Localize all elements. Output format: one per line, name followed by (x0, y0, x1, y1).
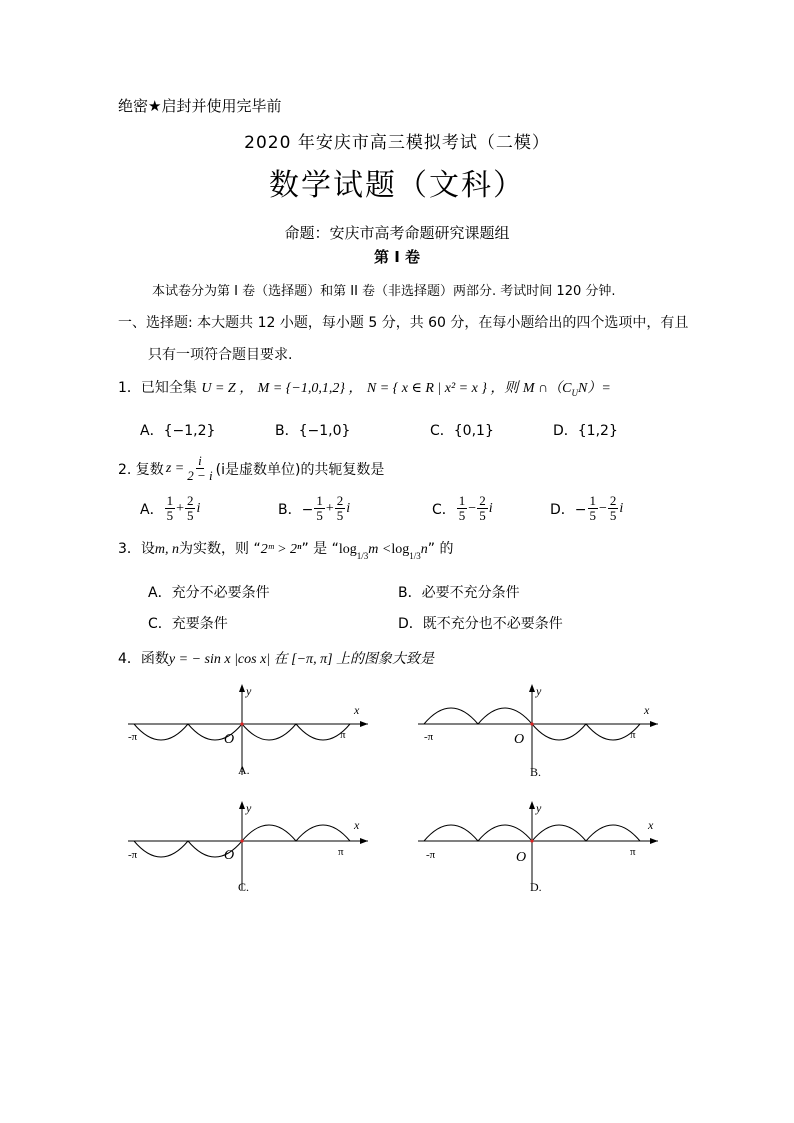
graph-d-label: D. (530, 880, 542, 894)
q1-option-b: B．{−1,0} (275, 423, 351, 439)
q2-number: 2. 复数 (118, 461, 164, 478)
q1-option-a: A．{−1,2} (140, 423, 216, 439)
svg-text:y: y (536, 684, 542, 698)
section-heading-line1: 一、选择题: 本大题共 12 小题，每小题 5 分，共 60 分，在每小题给出的四个选项中，有且 (118, 315, 689, 331)
q2-tail: 的共轭复数是 (300, 461, 385, 478)
q1-text: 已知全集 (140, 380, 197, 396)
svg-text:y: y (246, 684, 252, 698)
q2-z: z = (165, 460, 185, 476)
svg-text:O: O (224, 732, 235, 747)
q1-expression: M ∩（C (522, 381, 572, 396)
q3-option-c: C．充要条件 (148, 616, 228, 632)
svg-text:-π: -π (424, 731, 434, 743)
q3-condition-1: 2ᵐ > 2ⁿ (260, 542, 302, 557)
svg-text:x: x (354, 703, 360, 717)
q3-option-b: B．必要不充分条件 (398, 585, 520, 601)
svg-text:O: O (514, 732, 525, 747)
q2-option-a: A． $\frac{1}{5}$ + $\frac{2}{5}$ i (140, 493, 201, 523)
svg-text:x: x (354, 818, 360, 832)
svg-text:O: O (516, 850, 527, 865)
q4-function: y = − sin x |cos x| 在 [−π, π] 上的图象大致是 (168, 652, 435, 667)
q1-option-c: C．{0,1} (430, 423, 494, 439)
svg-text:y: y (536, 801, 542, 815)
q3-option-a: A．充分不必要条件 (148, 585, 270, 601)
graph-c (120, 795, 380, 895)
page-title: 数学试题（文科） (269, 168, 525, 203)
q1-set-m: M = {−1,0,1,2} ， (257, 381, 363, 396)
svg-text:-π: -π (426, 849, 436, 861)
q2-option-b: B．− $\frac{1}{5}$ + $\frac{2}{5}$ i (278, 493, 351, 523)
question-2 (118, 454, 384, 483)
author-line: 命题：安庆市高考命题研究课题组 (284, 224, 510, 242)
q3-option-d: D．既不充分也不必要条件 (398, 616, 563, 632)
svg-text:π: π (630, 729, 636, 741)
q2-fraction: $\frac{i}{2 - i}$ (187, 453, 213, 483)
q1-option-d: D．{1,2} (553, 423, 618, 439)
q1-set-u: U = Z ， (201, 381, 254, 396)
svg-text:π: π (340, 729, 346, 741)
confidential-note: 绝密★启封并使用完毕前 (118, 97, 282, 115)
q1-number: 1． (118, 380, 141, 396)
q2-option-d: D．− $\frac{1}{5}$ − $\frac{2}{5}$ i (550, 493, 624, 523)
svg-text:y: y (246, 801, 252, 815)
intro-text: 本试卷分为第 I 卷（选择题）和第 II 卷（非选择题）两部分. 考试时间 120 分钟. (152, 284, 616, 299)
svg-text:O: O (224, 848, 235, 863)
q1-subscript: U (571, 387, 579, 398)
volume-title: 第 I 卷 (373, 248, 421, 266)
q3-vars: m, n (154, 542, 180, 557)
question-4: 4．函数y = − sin x |cos x| 在 [−π, π] 上的图象大致是 (118, 651, 435, 667)
graph-b-label: B. (530, 765, 542, 779)
q2-option-c: C． $\frac{1}{5}$ − $\frac{2}{5}$ i (432, 493, 493, 523)
graph-a (120, 680, 380, 780)
q2-paren: (i是虚数单位) (215, 461, 301, 478)
q1-set-n: N = { x ∈ R | x² = x } ，则 (366, 381, 519, 396)
svg-text:-π: -π (128, 849, 138, 861)
graph-a-label: A. (238, 763, 250, 777)
svg-text:π: π (338, 846, 344, 858)
question-1 (118, 377, 611, 398)
section-heading-line2: 只有一项符合题目要求. (148, 347, 293, 363)
svg-text:x: x (648, 818, 654, 832)
graph-c-label: C. (238, 880, 250, 894)
question-3: 3．设m, n为实数，则 “2ᵐ > 2ⁿ” 是 “$\log_{1/3}m <\log_{1/3}n$” 的 (118, 541, 454, 561)
svg-text:π: π (630, 846, 636, 858)
exam-name: 2020 年安庆市高三模拟考试（二模） (244, 133, 550, 153)
svg-text:-π: -π (128, 731, 138, 743)
svg-text:x: x (644, 703, 650, 717)
q1-expression-end: N）= (578, 381, 611, 396)
